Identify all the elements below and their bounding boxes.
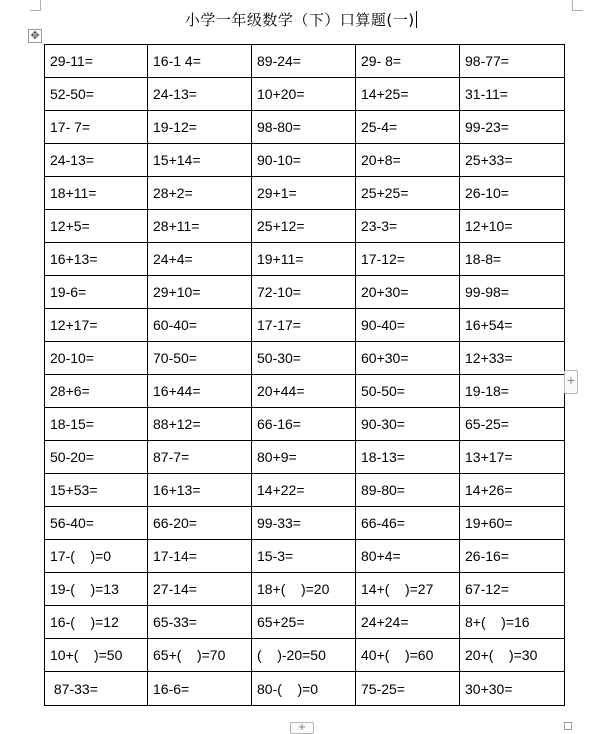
problem-cell[interactable]: 65-33= [148, 606, 252, 639]
problem-cell[interactable]: 98-80= [252, 111, 356, 144]
problem-cell[interactable]: 20+44= [252, 375, 356, 408]
table-row [45, 78, 565, 111]
problem-cell[interactable]: 16-( )=12 [45, 606, 148, 639]
table-row [45, 540, 565, 573]
problem-cell[interactable]: 29+10= [148, 276, 252, 309]
problem-cell[interactable]: 70-50= [148, 342, 252, 375]
problem-cell[interactable]: 99-33= [252, 507, 356, 540]
table-row [45, 342, 565, 375]
problem-cell[interactable]: 50-20= [45, 441, 148, 474]
table-row [45, 276, 565, 309]
problem-cell[interactable]: 19-6= [45, 276, 148, 309]
table-row [45, 441, 565, 474]
problem-cell[interactable]: 16-6= [148, 672, 252, 706]
problem-cell[interactable]: 19-18= [460, 375, 565, 408]
table-row [45, 606, 565, 639]
problem-cell[interactable]: 87-7= [148, 441, 252, 474]
problem-cell[interactable]: 26-16= [460, 540, 565, 573]
problem-cell[interactable]: 18+( )=20 [252, 573, 356, 606]
problem-cell[interactable]: 18-13= [356, 441, 460, 474]
table-row [45, 639, 565, 672]
problem-cell[interactable]: 10+20= [252, 78, 356, 111]
problem-cell[interactable]: 25+12= [252, 210, 356, 243]
problem-cell[interactable]: 25+25= [356, 177, 460, 210]
problem-cell[interactable]: 60+30= [356, 342, 460, 375]
problem-cell[interactable]: 18+11= [45, 177, 148, 210]
problem-cell[interactable]: 14+22= [252, 474, 356, 507]
problem-cell[interactable]: 16+13= [45, 243, 148, 276]
problem-cell[interactable]: 29+1= [252, 177, 356, 210]
title-text: 小学一年级数学（下）口算题(一) [184, 11, 415, 29]
problem-cell[interactable]: 17-17= [252, 309, 356, 342]
problem-cell[interactable]: 8+( )=16 [460, 606, 565, 639]
problem-cell[interactable]: 24+4= [148, 243, 252, 276]
table-row [45, 474, 565, 507]
problem-cell[interactable]: 23-3= [356, 210, 460, 243]
problem-cell[interactable]: 65+( )=70 [148, 639, 252, 672]
table-move-handle-icon[interactable]: ✥ [28, 29, 42, 43]
problem-cell[interactable]: 50-30= [252, 342, 356, 375]
problem-cell[interactable]: 99-23= [460, 111, 565, 144]
problem-cell[interactable]: 18-15= [45, 408, 148, 441]
problem-cell[interactable]: 20+8= [356, 144, 460, 177]
problem-cell[interactable]: 19-12= [148, 111, 252, 144]
problem-cell[interactable]: 60-40= [148, 309, 252, 342]
problem-cell[interactable]: 19+11= [252, 243, 356, 276]
problem-cell[interactable]: 87-33= [45, 672, 148, 706]
text-cursor [416, 11, 418, 28]
problem-cell[interactable]: 14+( )=27 [356, 573, 460, 606]
problem-cell[interactable]: 17-14= [148, 540, 252, 573]
problem-cell[interactable]: 28+11= [148, 210, 252, 243]
problem-cell[interactable]: 89-24= [252, 45, 356, 78]
table-row [45, 408, 565, 441]
table-row [45, 243, 565, 276]
problem-cell[interactable]: 27-14= [148, 573, 252, 606]
problem-cell[interactable]: 19-( )=13 [45, 573, 148, 606]
page-title[interactable] [0, 9, 602, 30]
problem-cell[interactable]: 20+( )=30 [460, 639, 565, 672]
problem-cell[interactable]: 26-10= [460, 177, 565, 210]
problem-cell[interactable]: 80+9= [252, 441, 356, 474]
problem-cell[interactable]: 17- 7= [45, 111, 148, 144]
problem-cell[interactable]: 14+26= [460, 474, 565, 507]
problem-cell[interactable]: 16-1 4= [148, 45, 252, 78]
problem-cell[interactable]: 52-50= [45, 78, 148, 111]
table-row [45, 375, 565, 408]
problem-cell[interactable]: 14+25= [356, 78, 460, 111]
problem-cell[interactable]: 31-11= [460, 78, 565, 111]
table-resize-handle[interactable] [564, 722, 572, 730]
table-row [45, 144, 565, 177]
problem-cell[interactable]: 13+17= [460, 441, 565, 474]
problem-cell[interactable]: 24-13= [148, 78, 252, 111]
problem-cell[interactable]: 24-13= [45, 144, 148, 177]
arithmetic-table [44, 44, 565, 706]
problem-cell[interactable]: 65+25= [252, 606, 356, 639]
table-row [45, 45, 565, 78]
problem-cell[interactable]: 16+54= [460, 309, 565, 342]
problem-cell[interactable]: 12+10= [460, 210, 565, 243]
problem-cell[interactable]: 72-10= [252, 276, 356, 309]
table-row [45, 672, 565, 706]
problem-cell[interactable]: 29- 8= [356, 45, 460, 78]
problem-cell[interactable]: 66-16= [252, 408, 356, 441]
problem-cell[interactable]: 15-3= [252, 540, 356, 573]
problem-cell[interactable]: 29-11= [45, 45, 148, 78]
problem-cell[interactable]: 10+( )=50 [45, 639, 148, 672]
problem-cell[interactable]: 18-8= [460, 243, 565, 276]
problem-cell[interactable]: 90-10= [252, 144, 356, 177]
problem-cell[interactable]: 20+30= [356, 276, 460, 309]
problem-cell[interactable]: 28+2= [148, 177, 252, 210]
table-row [45, 177, 565, 210]
table-row [45, 309, 565, 342]
problem-cell[interactable]: 25+33= [460, 144, 565, 177]
problem-cell[interactable]: ( )-20=50 [252, 639, 356, 672]
problem-cell[interactable]: 90-30= [356, 408, 460, 441]
table-row [45, 507, 565, 540]
problem-cell[interactable]: 75-25= [356, 672, 460, 706]
problem-cell[interactable]: 19+60= [460, 507, 565, 540]
problem-cell[interactable]: 80-( )=0 [252, 672, 356, 706]
problem-cell[interactable]: 66-20= [148, 507, 252, 540]
problem-cell[interactable]: 16+13= [148, 474, 252, 507]
problem-cell[interactable]: 65-25= [460, 408, 565, 441]
problem-cell[interactable]: 89-80= [356, 474, 460, 507]
problem-cell[interactable]: 50-50= [356, 375, 460, 408]
problem-cell[interactable]: 15+53= [45, 474, 148, 507]
problem-cell[interactable]: 98-77= [460, 45, 565, 78]
problem-cell[interactable]: 40+( )=60 [356, 639, 460, 672]
problem-cell[interactable]: 28+6= [45, 375, 148, 408]
problem-cell[interactable]: 25-4= [356, 111, 460, 144]
arithmetic-table-body [45, 45, 565, 706]
problem-cell[interactable]: 17-( )=0 [45, 540, 148, 573]
problem-cell[interactable]: 20-10= [45, 342, 148, 375]
table-row [45, 573, 565, 606]
problem-cell[interactable]: 12+17= [45, 309, 148, 342]
problem-cell[interactable]: 16+44= [148, 375, 252, 408]
problem-cell[interactable]: 12+33= [460, 342, 565, 375]
problem-cell[interactable]: 24+24= [356, 606, 460, 639]
problem-cell[interactable]: 66-46= [356, 507, 460, 540]
add-column-icon[interactable]: + [564, 370, 578, 394]
table-row [45, 210, 565, 243]
problem-cell[interactable]: 67-12= [460, 573, 565, 606]
problem-cell[interactable]: 15+14= [148, 144, 252, 177]
table-row [45, 111, 565, 144]
problem-cell[interactable]: 99-98= [460, 276, 565, 309]
problem-cell[interactable]: 17-12= [356, 243, 460, 276]
problem-cell[interactable]: 12+5= [45, 210, 148, 243]
problem-cell[interactable]: 30+30= [460, 672, 565, 706]
problem-cell[interactable]: 90-40= [356, 309, 460, 342]
add-row-icon[interactable]: + [290, 722, 314, 734]
problem-cell[interactable]: 88+12= [148, 408, 252, 441]
problem-cell[interactable]: 80+4= [356, 540, 460, 573]
problem-cell[interactable]: 56-40= [45, 507, 148, 540]
